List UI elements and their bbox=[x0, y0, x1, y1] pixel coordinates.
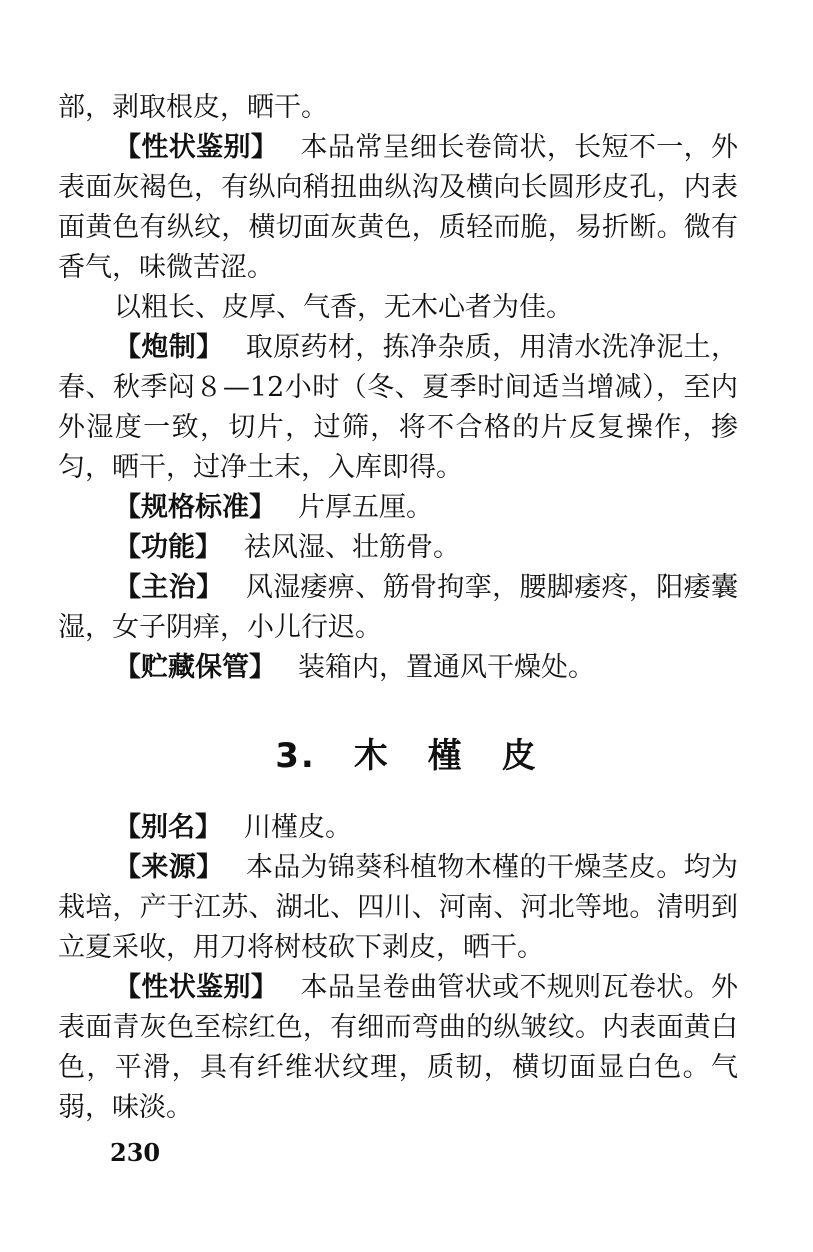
paragraph-continuation bbox=[58, 88, 738, 128]
section-tag: 【性状鉴别】 bbox=[114, 132, 279, 163]
section-tag: 【主治】 bbox=[114, 572, 224, 603]
paragraph-text: 本品常呈细长卷筒状，长短不一，外表面灰褐色，有纵向稍扭曲纵沟及横向长圆形皮孔，内表面黄色有纵纹，横切面灰黄色，质轻而脆，易折断。微有香气，味微苦涩。 bbox=[58, 132, 739, 283]
paragraph-character-identification-2 bbox=[58, 968, 738, 1128]
paragraph-text: 片厚五厘。 bbox=[298, 492, 433, 523]
paragraph-text: 风湿痿痹、筋骨拘挛，腰脚痿疼，阳痿囊湿，女子阴痒，小儿行迟。 bbox=[58, 572, 739, 643]
paragraph-storage bbox=[58, 648, 738, 688]
section-title-char: 木 bbox=[353, 736, 390, 776]
paragraph-alias bbox=[58, 808, 738, 848]
section-title-char: 槿 bbox=[427, 736, 464, 776]
section-tag: 【性状鉴别】 bbox=[114, 972, 279, 1003]
section-tag: 【炮制】 bbox=[114, 332, 224, 363]
paragraph-specification bbox=[58, 488, 738, 528]
paragraph-function bbox=[58, 528, 738, 568]
section-number: 3. bbox=[275, 736, 316, 776]
section-tag: 【别名】 bbox=[114, 812, 222, 843]
paragraph-text: 装箱内，置通风干燥处。 bbox=[298, 652, 595, 683]
section-title-char: 皮 bbox=[501, 736, 538, 776]
paragraph-character-identification bbox=[58, 128, 738, 288]
paragraph-text: 川槿皮。 bbox=[244, 812, 352, 843]
paragraph-text: 部，剥取根皮，晒干。 bbox=[58, 92, 328, 123]
section-title bbox=[0, 728, 813, 777]
paragraph-indications bbox=[58, 568, 738, 648]
paragraph-quality-note bbox=[58, 288, 738, 328]
paragraph-text: 本品呈卷曲管状或不规则瓦卷状。外表面青灰色至棕红色，有细而弯曲的纵皱纹。内表面黄白色，平滑，具有纤维状纹理，质韧，横切面显白色。气弱，味淡。 bbox=[58, 972, 739, 1123]
page-number: 230 bbox=[110, 1138, 161, 1167]
section-tag: 【来源】 bbox=[114, 852, 224, 883]
paragraph-text: 本品为锦葵科植物木槿的干燥茎皮。均为栽培，产于江苏、湖北、四川、河南、河北等地。清明到立夏采收，用刀将树枝砍下剥皮，晒干。 bbox=[58, 852, 739, 963]
paragraph-source bbox=[58, 848, 738, 968]
paragraph-text: 以粗长、皮厚、气香，无木心者为佳。 bbox=[114, 292, 573, 323]
paragraph-processing bbox=[58, 328, 738, 488]
section-tag: 【规格标准】 bbox=[114, 492, 276, 523]
paragraph-text: 取原药材，拣净杂质，用清水洗净泥土，春、秋季闷８—12小时（冬、夏季时间适当增减），至内外湿度一致，切片，过筛，将不合格的片反复操作，掺匀，晒干，过净土末，入库即得。 bbox=[58, 332, 739, 483]
section-tag: 【功能】 bbox=[114, 532, 222, 563]
paragraph-text: 祛风湿、壮筋骨。 bbox=[244, 532, 460, 563]
section-tag: 【贮藏保管】 bbox=[114, 652, 276, 683]
